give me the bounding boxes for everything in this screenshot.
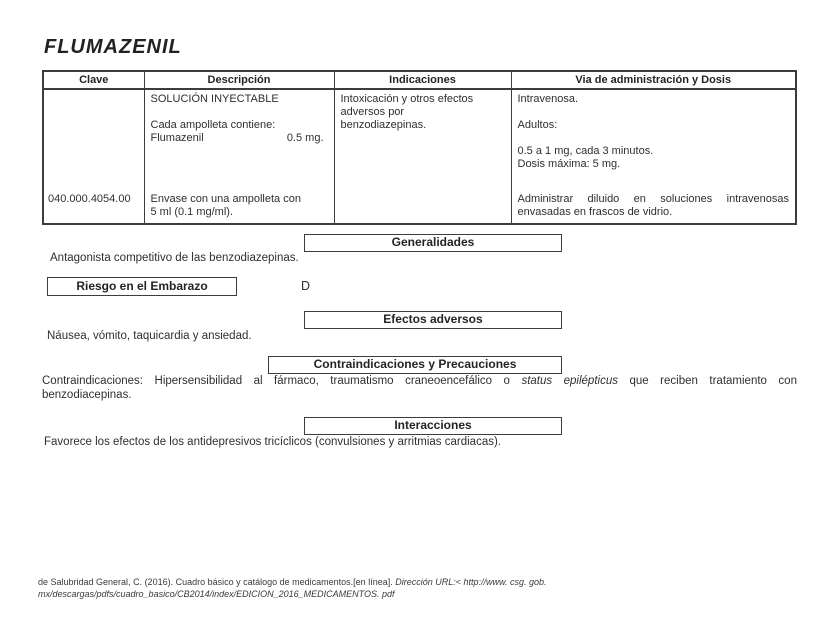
section-heading-contraindicaciones: Contraindicaciones y Precauciones bbox=[268, 356, 562, 374]
via-cell bbox=[511, 89, 796, 224]
clave-code: 040.000.4054.00 bbox=[48, 193, 131, 205]
clave-cell bbox=[43, 89, 144, 224]
indicaciones-line-1: Intoxicación y otros efectos bbox=[340, 93, 474, 105]
medication-table bbox=[42, 70, 797, 225]
ingredient-row bbox=[151, 132, 328, 145]
column-header-clave: Clave bbox=[43, 71, 144, 89]
contraindicaciones-line-2: benzodiacepinas. bbox=[42, 388, 132, 401]
ingredient-amount: 0.5 mg. bbox=[286, 132, 324, 144]
riesgo-embarazo-value: D bbox=[301, 279, 311, 293]
contraindicaciones-text bbox=[42, 375, 797, 402]
via-doses bbox=[518, 145, 790, 171]
contraindicaciones-suffix: que reciben tratamiento con bbox=[617, 375, 797, 387]
via-dose-line-2: Dosis máxima: 5 mg. bbox=[517, 158, 621, 170]
section-heading-riesgo-embarazo: Riesgo en el Embarazo bbox=[47, 277, 237, 296]
contraindicaciones-latin-term: status epilépticus bbox=[521, 375, 618, 387]
contraindicaciones-line-1 bbox=[42, 375, 797, 389]
generalidades-text: Antagonista competitivo de las benzodiazepinas. bbox=[50, 252, 299, 264]
via-route: Intravenosa. bbox=[517, 93, 579, 105]
citation-regular-part: de Salubridad General, C. (2016). Cuadro básico y catálogo de medicamentos.[en línea]. bbox=[38, 577, 396, 587]
descripcion-contains-label: Cada ampolleta contiene: bbox=[150, 119, 276, 131]
citation-url-part-1: Dirección URL:< http://www. csg. gob. bbox=[395, 577, 547, 587]
citation-url-part-2: mx/descargas/pdfs/cuadro_basico/CB2014/index/EDICION_2016_MEDICAMENTOS. pdf bbox=[38, 588, 395, 599]
interacciones-text: Favorece los efectos de los antidepresivos tricíclicos (convulsiones y arritmias cardiacas). bbox=[44, 436, 501, 448]
via-population: Adultos: bbox=[517, 119, 558, 131]
section-heading-interacciones: Interacciones bbox=[304, 417, 562, 435]
column-header-indicaciones: Indicaciones bbox=[334, 71, 511, 89]
contraindicaciones-prefix: Contraindicaciones: Hipersensibilidad al fármaco, traumatismo craneoencefálico o bbox=[42, 375, 522, 387]
via-dose-line-1: 0.5 a 1 mg, cada 3 minutos. bbox=[517, 145, 654, 157]
descripcion-cell bbox=[144, 89, 334, 224]
ingredient-name: Flumazenil bbox=[150, 132, 204, 144]
indicaciones-cell bbox=[334, 89, 511, 224]
envase-line-2: 5 ml (0.1 mg/ml). bbox=[150, 206, 234, 218]
section-heading-efectos-adversos: Efectos adversos bbox=[304, 311, 562, 329]
column-header-descripcion: Descripción bbox=[144, 71, 334, 89]
column-header-via: Via de administración y Dosis bbox=[511, 71, 796, 89]
envase-line-1: Envase con una ampolleta con bbox=[150, 193, 301, 205]
section-heading-generalidades: Generalidades bbox=[304, 234, 562, 252]
indicaciones-line-3: benzodiazepinas. bbox=[340, 119, 427, 131]
table-header-row bbox=[43, 71, 796, 89]
via-admin-note: Administrar diluido en soluciones intravenosas envasadas en frascos de vidrio. bbox=[517, 193, 789, 218]
indicaciones-line-2: adversos por bbox=[340, 106, 405, 118]
descripcion-envase bbox=[151, 193, 328, 219]
page-title: FLUMAZENIL bbox=[44, 36, 182, 58]
efectos-adversos-text: Náusea, vómito, taquicardia y ansiedad. bbox=[47, 330, 252, 342]
citation bbox=[38, 577, 648, 600]
table-row bbox=[43, 89, 796, 224]
descripcion-form: SOLUCIÓN INYECTABLE bbox=[150, 93, 279, 105]
citation-line-1 bbox=[38, 577, 648, 589]
